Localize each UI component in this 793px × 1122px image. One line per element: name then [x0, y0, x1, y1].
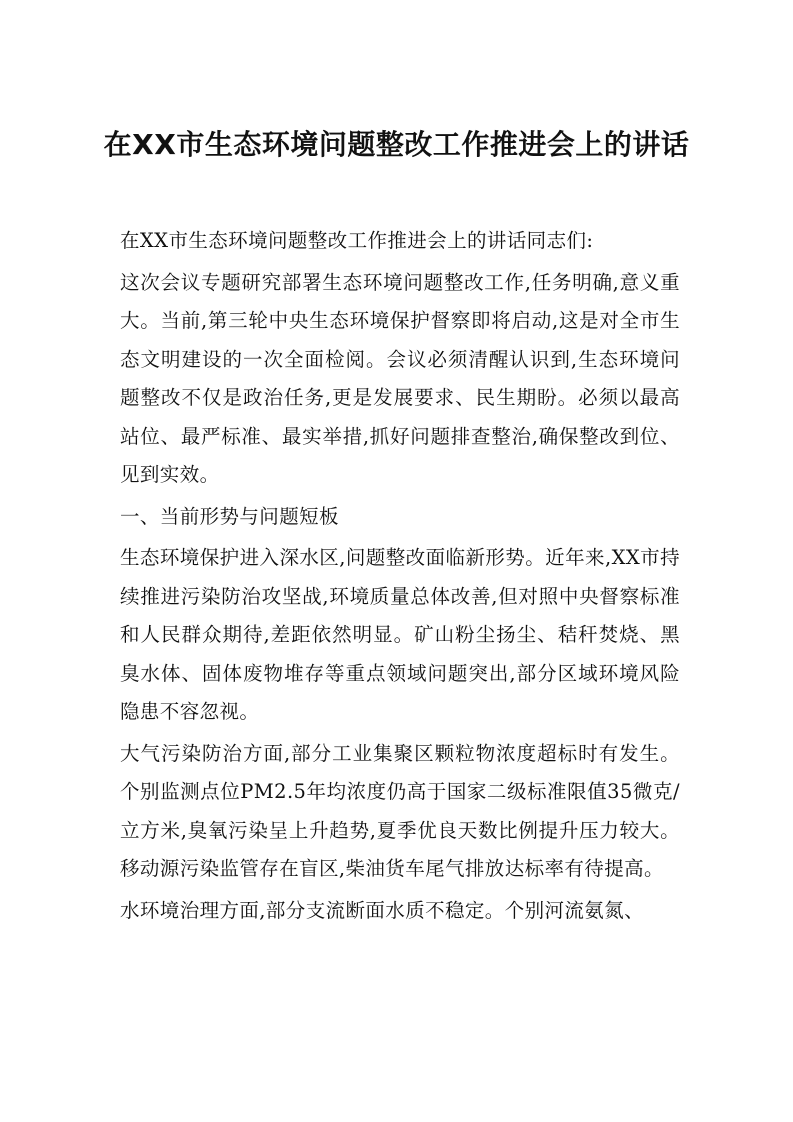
document-title: 在XX市生态环境问题整改工作推进会上的讲话 — [103, 128, 690, 161]
paragraph-situation: 生态环境保护进入深水区,问题整改面临新形势。近年来,XX市持续推进污染防治攻坚战,环境质量总体改善,但对照中央督察标准和人民群众期待,差距依然明显。矿山粉尘扬尘、秸秆焚烧、黑臭水体、固体废物堆存等重点领域问题突出,部分区域环境风险隐患不容忽视。 — [120, 546, 680, 723]
section-heading: 一、当前形势与问题短板 — [120, 504, 339, 528]
paragraph-intro: 这次会议专题研究部署生态环境问题整改工作,任务明确,意义重大。当前,第三轮中央生态环境保护督察即将启动,这是对全市生态文明建设的一次全面检阅。会议必须清醒认识到,生态环境问题整改不仅是政治任务,更是发展要求、民生期盼。必须以最高站位、最严标准、最实举措,抓好问题排查整治,确保整改到位、见到实效。 — [120, 270, 680, 486]
paragraph-air-pollution: 大气污染防治方面,部分工业集聚区颗粒物浓度超标时有发生。个别监测点位PM2.5年均浓度仍高于国家二级标准限值35微克/立方米,臭氧污染呈上升趋势,夏季优良天数比例提升压力较大。移动源污染监管存在盲区,柴油货车尾气排放达标率有待提高。 — [120, 741, 680, 880]
paragraph-greeting: 在XX市生态环境问题整改工作推进会上的讲话同志们: — [120, 229, 594, 252]
paragraph-water-environment: 水环境治理方面,部分支流断面水质不稳定。个别河流氨氮、 — [120, 898, 644, 922]
document-body — [120, 222, 680, 933]
